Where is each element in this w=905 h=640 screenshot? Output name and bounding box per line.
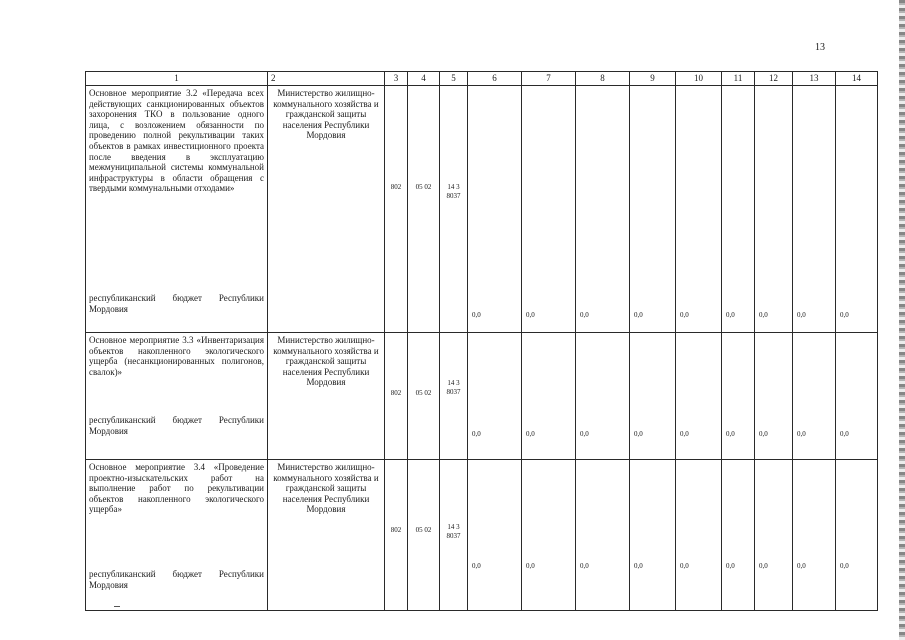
value-cell — [836, 333, 878, 460]
activity-cell — [86, 86, 268, 333]
program-table — [85, 71, 878, 611]
value-cell — [836, 460, 878, 611]
code-cell — [408, 86, 440, 333]
header-col-4: 4 — [408, 72, 440, 86]
page-number: 13 — [815, 42, 825, 53]
grbs-code: 802 — [390, 183, 402, 191]
value: 0,0 — [797, 562, 806, 570]
scan-mark — [114, 606, 120, 607]
activity-cell — [86, 333, 268, 460]
target-article-code: 14 3 — [447, 523, 460, 531]
section-code: 05 02 — [415, 526, 432, 534]
value: 0,0 — [472, 430, 481, 438]
target-article-code: 14 3 — [447, 183, 460, 191]
value: 0,0 — [759, 311, 768, 319]
value: 0,0 — [726, 311, 735, 319]
value: 0,0 — [634, 430, 643, 438]
header-col-1: 1 — [86, 72, 268, 86]
header-col-5: 5 — [440, 72, 468, 86]
value-cell — [793, 460, 836, 611]
value-cell — [468, 86, 522, 333]
activity-cell — [86, 460, 268, 611]
value-cell — [676, 86, 722, 333]
code-cell — [385, 460, 408, 611]
target-article-code: 14 3 — [447, 379, 460, 387]
code-cell — [440, 333, 468, 460]
value: 0,0 — [634, 562, 643, 570]
table-row — [86, 86, 878, 333]
code-cell — [408, 460, 440, 611]
header-col-9: 9 — [630, 72, 676, 86]
value-cell — [630, 86, 676, 333]
header-col-13: 13 — [793, 72, 836, 86]
value: 0,0 — [726, 430, 735, 438]
table-row — [86, 460, 878, 611]
value-cell — [676, 333, 722, 460]
activity-description: Основное мероприятие 3.4 «Проведение проектно-изыскательских работ на выполнение работ по рекультивации объектов накопленного экологического ущерба» — [89, 462, 264, 515]
value: 0,0 — [680, 430, 689, 438]
header-col-14: 14 — [836, 72, 878, 86]
header-col-3: 3 — [385, 72, 408, 86]
code-cell — [440, 460, 468, 611]
value: 0,0 — [759, 562, 768, 570]
value-cell — [522, 86, 576, 333]
value: 0,0 — [526, 562, 535, 570]
responsible-executor: Министерство жилищно-коммунального хозяйства и гражданской защиты населения Республики Мордовия — [268, 86, 385, 333]
value: 0,0 — [840, 311, 849, 319]
budget-source: республиканский бюджет Республики Мордовия — [89, 569, 264, 590]
header-col-6: 6 — [468, 72, 522, 86]
value: 0,0 — [580, 430, 589, 438]
value: 0,0 — [634, 311, 643, 319]
target-article-subcode: 8037 — [446, 388, 461, 396]
budget-source: республиканский бюджет Республики Мордовия — [89, 293, 264, 314]
value-cell — [522, 333, 576, 460]
value: 0,0 — [797, 311, 806, 319]
header-col-8: 8 — [576, 72, 630, 86]
scan-edge — [899, 0, 905, 640]
code-cell — [408, 333, 440, 460]
code-cell — [385, 86, 408, 333]
grbs-code: 802 — [390, 526, 402, 534]
value-cell — [576, 333, 630, 460]
value: 0,0 — [580, 311, 589, 319]
value-cell — [576, 460, 630, 611]
section-code: 05 02 — [415, 183, 432, 191]
value: 0,0 — [759, 430, 768, 438]
value-cell — [468, 333, 522, 460]
responsible-executor: Министерство жилищно-коммунального хозяйства и гражданской защиты населения Республики Мордовия — [268, 460, 385, 611]
value-cell — [676, 460, 722, 611]
activity-description: Основное мероприятие 3.3 «Инвентаризация объектов накопленного экологического ущерба (несанкционированных полигонов, свалок)» — [89, 335, 264, 377]
code-cell — [440, 86, 468, 333]
value: 0,0 — [472, 311, 481, 319]
value-cell — [722, 86, 755, 333]
value: 0,0 — [526, 430, 535, 438]
value-cell — [755, 86, 793, 333]
value: 0,0 — [840, 562, 849, 570]
value: 0,0 — [472, 562, 481, 570]
header-row — [86, 72, 878, 86]
target-article-subcode: 8037 — [446, 192, 461, 200]
code-cell — [385, 333, 408, 460]
value-cell — [722, 333, 755, 460]
value-cell — [755, 460, 793, 611]
header-col-7: 7 — [522, 72, 576, 86]
section-code: 05 02 — [415, 389, 432, 397]
value-cell — [576, 86, 630, 333]
table-row — [86, 333, 878, 460]
header-col-10: 10 — [676, 72, 722, 86]
value-cell — [630, 333, 676, 460]
activity-description: Основное мероприятие 3.2 «Передача всех действующих санкционированных объектов захоронения ТКО в пользование одного лица, с возложением обязанности по проведению полной рекультивации таких объектов в рамках инвестиционного проекта после введения в эксплуатацию межмуниципальной системы коммунальной инфраструктуры в области обращения с твердыми коммунальными отходами» — [89, 88, 264, 194]
value-cell — [793, 86, 836, 333]
value: 0,0 — [526, 311, 535, 319]
value-cell — [755, 333, 793, 460]
value: 0,0 — [797, 430, 806, 438]
target-article-subcode: 8037 — [446, 532, 461, 540]
header-col-2: 2 — [268, 72, 385, 86]
value: 0,0 — [580, 562, 589, 570]
value-cell — [836, 86, 878, 333]
value-cell — [722, 460, 755, 611]
value: 0,0 — [680, 311, 689, 319]
value: 0,0 — [840, 430, 849, 438]
header-col-12: 12 — [755, 72, 793, 86]
value-cell — [468, 460, 522, 611]
header-col-11: 11 — [722, 72, 755, 86]
value-cell — [630, 460, 676, 611]
value: 0,0 — [726, 562, 735, 570]
value-cell — [793, 333, 836, 460]
budget-source: республиканский бюджет Республики Мордовия — [89, 415, 264, 436]
grbs-code: 802 — [390, 389, 402, 397]
responsible-executor: Министерство жилищно-коммунального хозяйства и гражданской защиты населения Республики Мордовия — [268, 333, 385, 460]
value-cell — [522, 460, 576, 611]
value: 0,0 — [680, 562, 689, 570]
